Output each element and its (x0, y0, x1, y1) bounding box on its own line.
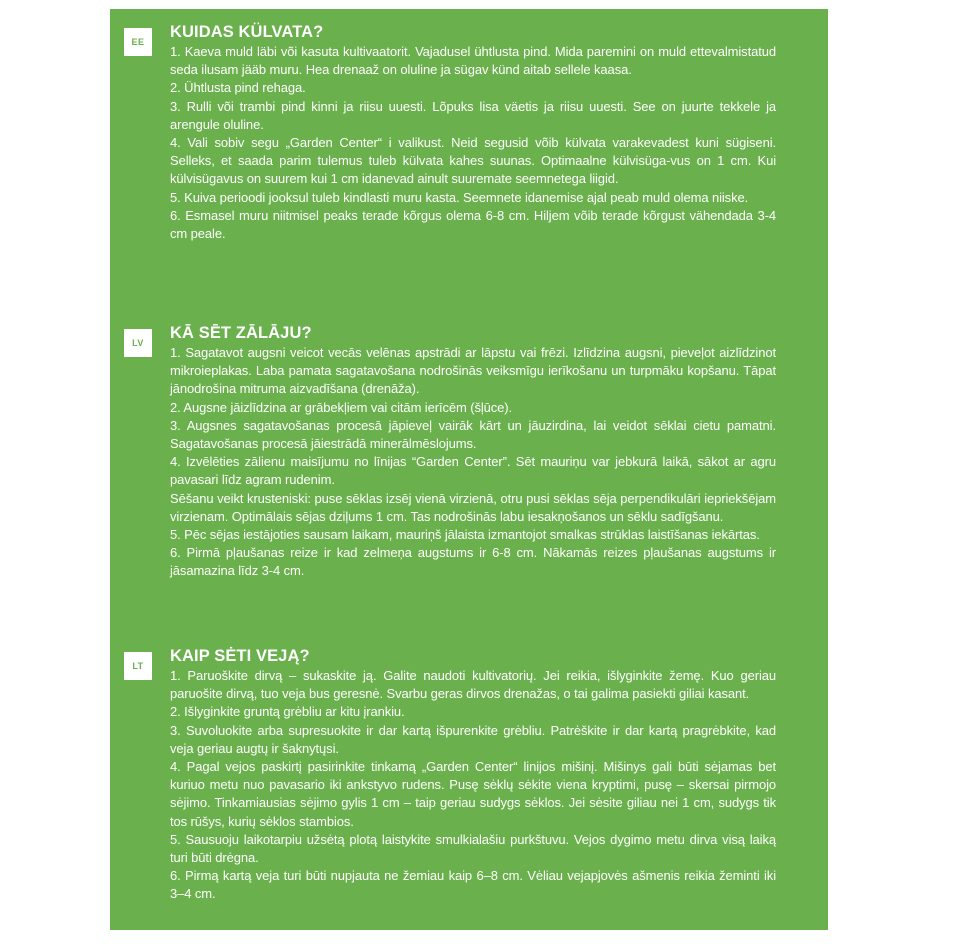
paragraph: 5. Kuiva perioodi jooksul tuleb kindlasti muru kasta. Seemnete idanemise ajal peab muld olema niiske. (170, 189, 749, 205)
language-badge-lv: LV (124, 329, 152, 357)
paragraph: 3. Suvoluokite arba supresuokite ir dar kartą išpurenkite grėbliu. Patrėškite ir dar kartą pragrėbkite, kad veja geriau augtų ir šaknytųsi. (170, 722, 776, 756)
section-content (170, 323, 776, 581)
section-title: KAIP SĖTI VEJĄ? (170, 647, 310, 665)
language-badge-ee: EE (124, 28, 152, 56)
paragraph: 6. Pirmā pļaušanas reize ir kad zelmeņa augstums ir 6-8 cm. Nākamās reizes pļaušanas augstums ir jāsamazina līdz 3-4 cm. (170, 545, 776, 579)
paragraph: 6. Pirmą kartą veja turi būti nupjauta ne žemiau kaip 6–8 cm. Vėliau vejapjovės ašmenis reikia žeminti iki 3–4 cm. (170, 868, 776, 902)
paragraph: 2. Augsne jāizlīdzina ar grābekļiem vai citām ierīcēm (šļūce). (170, 399, 513, 415)
paragraph: 5. Pēc sējas iestājoties sausam laikam, mauriņš jālaista izmantojot smalkas strūklas laistīšanas iekārtas. (170, 527, 760, 543)
paragraph: 4. Izvēlēties zālienu maisījumu no līnijas “Garden Center”. Sēt mauriņu var jebkurā laikā, sākot ar agru pavasari līdz agram rudenim. (170, 454, 776, 488)
paragraph: 1. Paruoškite dirvą – sukaskite ją. Galite naudoti kultivatorių. Jei reikia, išlyginkite žemę. Kuo geriau paruošite dirvą, tuo veja bus geresnė. Svarbu geras dirvos drenažas, o tai galima pasiekti giliai kasant. (170, 668, 776, 702)
section-content (170, 646, 776, 904)
paragraph: 2. Išlyginkite gruntą grėbliu ar kitu įrankiu. (170, 704, 405, 720)
section-content (170, 22, 776, 243)
paragraph: 5. Sausuoju laikotarpiu užsėtą plotą laistykite smulkialašiu purkštuvu. Vejos dygimo metu dirva visą laiką turi būti drėgna. (170, 831, 776, 866)
paragraph: 2. Ühtlusta pind rehaga. (170, 80, 306, 96)
paragraph: 6. Esmasel muru niitmisel peaks terade kõrgus olema 6-8 cm. Hiljem võib terade kõrgust vähendada 3-4 cm peale. (170, 207, 776, 242)
paragraph: 1. Kaeva muld läbi või kasuta kultivaatorit. Vajadusel ühtlusta pind. Mida paremini on muld ettevalmistatud seda ilusam jääb muru. Hea drenaaž on oluline ja sügav künd aitab sellele kaasa. (170, 44, 776, 78)
paragraph: 1. Sagatavot augsni veicot vecās velēnas apstrādi ar lāpstu vai frēzi. Izlīdzina augsni, pieveļot aizlīdzinot mikroieplakas. Laba pamata sagatavošana nodrošinās veiksmīgu ierīkošanu un turpmāku kopšanu. Tāpat jānodrošina mitruma aizvadīšana (drenāža). (170, 345, 776, 397)
language-badge-lt: LT (124, 652, 152, 680)
section-title: KUIDAS KÜLVATA? (170, 23, 324, 41)
instructions-panel (110, 9, 828, 930)
paragraph: Sēšanu veikt krusteniski: puse sēklas izsēj vienā virzienā, otru pusi sēklas sēja perpendikulāri iepriekšējam virzienam. Optimālais sējas dziļums 1 cm. Tas nodrošinās labu iesakņošanos un sēklu sadīgšanu. (170, 490, 776, 524)
paragraph: 3. Augsnes sagatavošanas procesā jāpieveļ vairāk kārt un jāuzirdina, lai veidot sēklai cietu pamatni. Sagatavošanas procesā jāiestrādā minerālmēslojums. (170, 417, 776, 452)
section-title: KĀ SĒT ZĀLĀJU? (170, 324, 312, 342)
paragraph: 4. Pagal vejos paskirtį pasirinkite tinkamą „Garden Center“ linijos mišinį. Mišinys gali būti sėjamas bet kuriuo metu nuo pavasario iki ankstyvo rudens. Pusę sėklų sėkite viena kryptimi, pusę – skersai pirmojo sėjimo. Tinkamiausias sėjimo gylis 1 cm – taip geriau sudygs sėklos. Jei sėsite giliau nei 1 cm, sudygs tik tos rūšys, kurių sėklos stambios. (170, 759, 776, 829)
paragraph: 4. Vali sobiv segu „Garden Center“ i valikust. Neid segusid võib külvata varakevadest kuni sügiseni. Selleks, et saada parim tulemus tuleb külvata kahes suunas. Optimaalne külvisüga-vus on 1 cm. Kui külvisügavus on suurem kui 1 cm idanevad ainult suuremate seemnetega liigid. (170, 135, 776, 187)
paragraph: 3. Rulli või trambi pind kinni ja riisu uuesti. Lõpuks lisa väetis ja riisu uuesti. See on juurte tekkele ja arengule oluline. (170, 98, 776, 132)
